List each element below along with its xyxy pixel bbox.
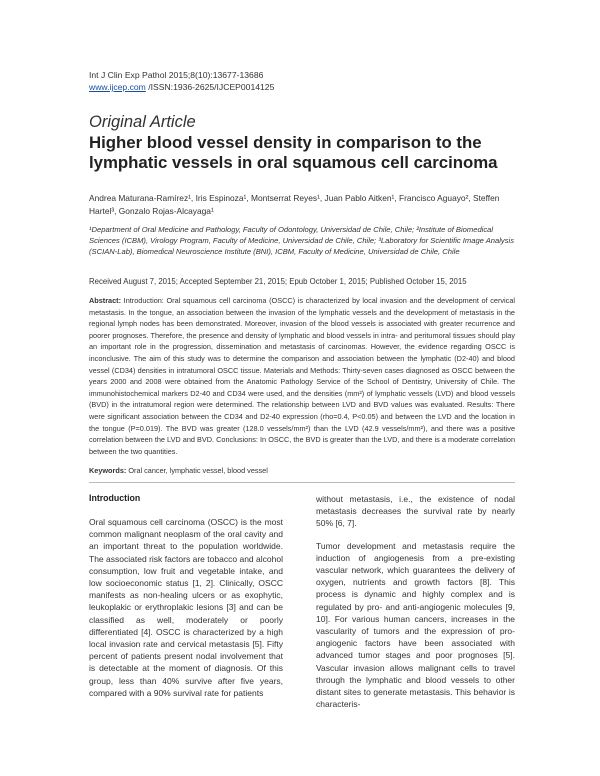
publication-dates: Received August 7, 2015; Accepted September 21, 2015; Epub October 1, 2015; Published October 15, 2015 [89,277,467,286]
abstract [89,295,515,457]
journal-website-link[interactable]: www.ijcep.com [89,82,146,92]
keywords-label: Keywords: [89,466,127,475]
body-paragraph: Tumor development and metastasis require the induction of angiogenesis from a pre-existing vascular network, which guarantees the delivery of oxygen, nutrients and growth factors [8]. This process is dynamic and highly complex and is regulated by pro- and anti-angiogenic molecules [9, 10]. For various human cancers, increases in the vascularity of tumors and the expression of pro-angiogenic factors have been associated with advanced tumor stages and poor prognoses [5]. Vascular invasion allows malignant cells to travel through the lymphatic and blood vessels to other distant sites to generate metastasis. This behavior is characteris- [316,540,515,710]
journal-issn: /ISSN:1936-2625/IJCEP0014125 [145,82,275,92]
section-divider [89,482,515,483]
right-column [316,493,515,720]
introduction-heading: Introduction [89,493,141,503]
journal-reference [89,69,274,93]
journal-citation: Int J Clin Exp Pathol 2015;8(10):13677-13686 [89,70,264,80]
affiliations: ¹Department of Oral Medicine and Pathology, Faculty of Odontology, Universidad de Chile, Chile; ²Institute of Biomedical Sciences (ICBM), Virology Program, Faculty of Medicine, Universidad de Chile, Chile; ³Laboratory for Scientific Image Analysis (SCIAN-Lab), Biomedical Neuroscience Institute (BNI), ICBM, Faculty of Medicine, Universidad de Chile, Chile [89,225,514,256]
abstract-text: Introduction: Oral squamous cell carcinoma (OSCC) is characterized by local invasion and the development of cervical metastasis. In the tongue, an association between the invasion of the lymphatic vessels and the development of metastasis in the regional lymph nodes has been demonstrated. Moreover, invasion of the blood vessels is associated with greater recurrence and poorer prognoses. Therefore, the presence and density of lymphatic and blood vessels in intra- and peritumoral tissues should play an important role in the progression, dissemination and metastasis of carcinomas. However, the evidence regarding OSCC is inconclusive. The aim of this study was to determine the comparison and association between the lymphatic (D2-40) and blood vessel (CD34) densities in intratumoral OSCC tissue. Materials and Methods: Thirty-seven cases diagnosed as OSCC between the years 2000 and 2008 were obtained from the Anatomic Pathology Service of the School of Dentistry, University of Chile. The immunohistochemical markers D2-40 and CD34 were used, and the densities (mm²) of lymphatic vessels (LVD) and blood vessels (BVD) in the intratumoral region were determined. The relationship between LVD and BVD values was evaluated. Results: There were significant association between the CD34 and D2-40 expression (rho=0.4, P<0.05) and between the LVD and the location in the tongue (P=0.019). The BVD was greater (128.0 vessels/mm²) than the LVD (42.9 vessels/mm²), and there was a positive correlation between the LVD and BVD. Conclusions: In OSCC, the BVD is greater than the LVD, and there is a moderate correlation between the two quantities. [89,296,515,456]
keywords [89,465,515,476]
article-type: Original Article [89,113,196,131]
article-title: Higher blood vessel density in comparison to the lymphatic vessels in oral squamous cell carcinoma [89,133,498,172]
left-column [89,493,283,709]
keywords-text: Oral cancer, lymphatic vessel, blood vessel [126,466,268,475]
abstract-label: Abstract: [89,296,122,305]
journal-link-line [89,81,274,93]
body-paragraph: Oral squamous cell carcinoma (OSCC) is the most common malignant neoplasm of the oral cavity and an important threat to the population worldwide. The associated risk factors are tobacco and alcohol consumption, low fruit and vegetable intake, and low socioeconomic status [1, 2]. Clinically, OSCC manifests as non-healing ulcers or as exophytic, leukoplakic or erythroplakic lesions [3] and can be classified as well, moderately or poorly differentiated [4]. OSCC is characterized by a high local invasion rate and cervical metastasis [5]. Fifty percent of patients present nodal involvement that is detectable at the moment of diagnosis. Of this group, less than 40% survive after five years, compared with a 90% survival rate for patients [89,517,283,698]
body-paragraph: without metastasis, i.e., the existence of nodal metastasis decreases the survival rate by nearly 50% [6, 7]. [316,494,515,529]
author-list: Andrea Maturana-Ramírez¹, Iris Espinoza¹, Montserrat Reyes¹, Juan Pablo Aitken¹, Francisco Aguayo², Steffen Hartel³, Gonzalo Rojas-Alcayaga¹ [89,193,500,216]
